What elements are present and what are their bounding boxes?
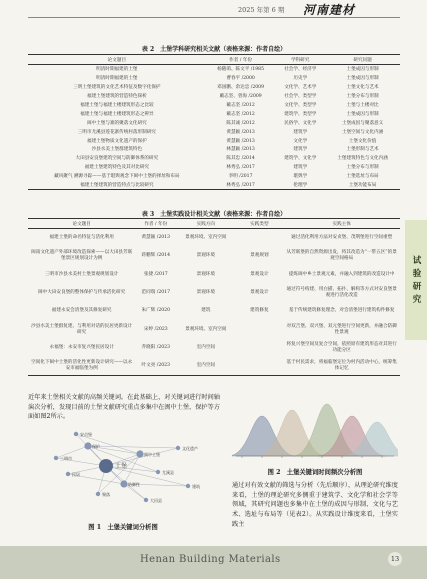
table2-cell: 室内空间 [196, 363, 215, 369]
table2-cell: 景观环境、室内空间 [185, 326, 227, 332]
table1-cell: 福建土堡建筑的营造特点与比较研究 [80, 183, 154, 189]
table1-cell: 大田县安良堡建筑空间与防御体系的研究 [75, 156, 159, 162]
table1-cell: 陈其忠 /2014 [226, 156, 255, 162]
table1-cell: 福建土堡建筑特色及其对比研究 [84, 165, 150, 171]
table1-row [28, 109, 400, 118]
network-node-label: 闽中土堡 [144, 452, 160, 457]
table1-cell: 福建土堡与福建土楼建筑形态之辨异 [80, 111, 154, 117]
table2-cell: 建筑修复 [250, 308, 269, 314]
table2-cell: 朱广辉 /2020 [141, 308, 171, 314]
table1-cell: 文化学、类型学 [284, 103, 317, 108]
keyword-timeline-figure [232, 394, 398, 466]
keyword-network-figure [28, 414, 218, 526]
table1-cell: 邓国鹏、余达忠 /2009 [217, 85, 265, 91]
table1-cell: 林秀弘 /2017 [226, 183, 255, 189]
table1-cell: 土堡形制与艺术 [346, 147, 379, 153]
table2-cell: 从芳联堡的自然资源出发，将其改造为“一带五区”的景观空间格局 [286, 250, 397, 262]
table2-cell: 景观环境 [196, 290, 215, 296]
table1-row [28, 118, 400, 127]
table1-row [28, 154, 400, 163]
table1-cell: 建筑学、文化学 [284, 156, 317, 162]
network-node [156, 470, 160, 474]
page-header [0, 0, 427, 24]
network-node-label: 土堡 [115, 463, 128, 470]
table2-caption: 表 3 土堡实践设计相关文献（表格来源：作者自绘） [141, 211, 287, 218]
table2-header-cell: 作者 / 年份 [135, 219, 176, 229]
table2-cell: 范同瑞 /2017 [141, 290, 171, 296]
table1-cell: 土堡分布与形制 [346, 94, 379, 100]
network-node-label: 大田县 [150, 498, 162, 503]
table2-cell: 黄慧颖 /2013 [141, 235, 171, 241]
network-node [99, 459, 113, 473]
table2-cell: 叶文亮 /2023 [141, 363, 171, 369]
table1 [28, 54, 400, 190]
table2-row [28, 357, 400, 376]
table1-cell: 建筑学 [293, 129, 308, 135]
table2-header-cell: 实践类型 [235, 219, 283, 229]
table2-header-cell: 实践方向 [176, 219, 235, 229]
table2-row [28, 339, 400, 357]
table2-cell: 景观规划 [250, 253, 269, 259]
table2-cell: 闽中大田安良堡的整体保护与传承活化研究 [38, 290, 126, 296]
table1-row [28, 92, 400, 101]
network-node-label: 保护 [92, 444, 100, 449]
network-node-label: 民居 [72, 472, 80, 477]
network-node-label: 建筑 [192, 484, 200, 489]
network-node [176, 446, 180, 450]
table1-header-cell: 论文题目 [28, 55, 206, 65]
page-number: 13 [388, 552, 402, 566]
network-node [120, 480, 127, 487]
table1-cell: 土堡分布与形制 [346, 165, 379, 171]
table2-cell: 提炼闽中乡土景观元素，并融入到建筑的改造设计中 [288, 271, 395, 277]
table1-cell: 黄慧颖 /2013 [226, 129, 255, 135]
table1-cell: 三明土堡建筑的文化艺术特征及数字化保护 [73, 85, 161, 91]
network-node [186, 484, 190, 488]
network-node-label: 聚落 [102, 492, 110, 497]
table2-cell: 蒋鹏辉 /2014 [141, 253, 171, 259]
table1-cell: 历史学 [293, 76, 308, 82]
table1-cell: 曹春平 /2000 [226, 76, 255, 82]
network-node-label: 安贞堡 [80, 432, 92, 437]
table1-cell: 建筑学 [293, 165, 308, 171]
table1-cell: 土堡选址与布局 [346, 174, 379, 180]
table1-cell: 堪舆学 [293, 174, 308, 180]
table2-row [28, 266, 400, 284]
table2-cell: 景观环境 [196, 271, 215, 277]
table2-cell: 景观设计 [250, 271, 269, 277]
table2-cell: 基于村民需求，将福临堡定位为村内活动中心，统筹集体记忆 [286, 360, 397, 372]
table1-cell: 明清时期福建的土堡 [96, 76, 138, 82]
network-node [66, 472, 70, 476]
table2-row [28, 247, 400, 265]
table2-header-cell: 实践主体 [283, 219, 400, 229]
table1-row [28, 136, 400, 145]
table1-row [28, 145, 400, 154]
footer-journal-name: Henan Building Materials [140, 554, 281, 565]
table1-cell: 社会学、类型学 [284, 94, 317, 100]
table2-cell: 张捷 /2017 [143, 271, 168, 277]
table1-row [28, 65, 400, 74]
table1-cell: 社会学、经济学 [284, 67, 317, 73]
table2-cell: 景观设计 [250, 290, 269, 296]
table1-cell: 土堡文化与艺术 [346, 85, 379, 91]
table1-cell: 文化学 [293, 138, 308, 144]
table2-cell: 对双吉堡、双兴堡、双元堡进行空间更新，并融合防御性景观 [286, 323, 397, 335]
table2-cell: 空间化下闽中土堡的活化性更新设计研究——以永安市福临堡为例 [31, 360, 133, 372]
table2-header-cell: 论文题目 [28, 219, 135, 229]
table2-cell: 建筑 [201, 308, 211, 314]
table2-cell: 通过活化利用方法对安贞堡、茂荆堡进行空间重塑 [291, 235, 393, 241]
figure1-caption: 图 1 土堡关键词分析图 [88, 524, 158, 531]
table1-row [28, 163, 400, 172]
table2-cell: 乔晓阳 /2023 [141, 344, 171, 350]
table2-cell: 福建永安会清堡及其修复研究 [51, 308, 112, 314]
table1-cell: 杨随萌、陈文平 /1985 [217, 67, 265, 73]
network-edge [88, 446, 178, 448]
table2-row [28, 284, 400, 302]
table1-cell: 土堡成因与聚落意义 [341, 120, 384, 126]
table2-cell [235, 229, 283, 248]
table1-cell: 藏风聚气 溯源寻踪——基于堪舆观念下闽中土堡的择址和布局 [54, 174, 180, 180]
table2-cell: 三明市沙县水美村土堡景观规划设计 [44, 271, 119, 277]
body-paragraph-right: 通过对有效文献的筛选与分析（先后顺序），从理论研究维度来看，土堡的理论研究多侧重于建筑学、文化学和社会学等领域，其研究问题也多集中在土堡的成因与形制、文化与艺术、选址与布局等（见表2）。从实践设计维度来看，土堡实践主 [232, 482, 398, 528]
table2-row [28, 320, 400, 338]
table1-row [28, 181, 400, 190]
network-node-label: 尤溪县 [162, 470, 174, 475]
table1-cell: 福建土堡建筑的营造特色探析 [86, 94, 147, 100]
table1-cell: 陈其诚 /2012 [226, 120, 255, 126]
table1-cell: 土堡文化价值 [348, 138, 377, 144]
page-footer [0, 546, 427, 579]
table1-cell: 明清时期福建的土堡 [96, 67, 138, 73]
table1-row [28, 83, 400, 92]
network-node [54, 456, 58, 460]
table1-cell: 建筑学 [293, 147, 308, 153]
table2-cell: 将复兴堡空间及复合空间，依照原有建筑形态对其进行功能分区 [286, 341, 397, 353]
table1-row [28, 127, 400, 136]
table2 [28, 218, 400, 376]
figure2-caption: 图 2 土堡关键词时间频次分析图 [267, 469, 363, 476]
table2-cell: 基于传统建筑修复理念，对会清堡进行建筑构件修复 [288, 308, 395, 314]
table1-cell: 沙县水美土堡群建筑特色 [91, 147, 143, 153]
header-rule [28, 17, 400, 18]
table2-cell [235, 320, 283, 338]
table1-header-cell: 研究问题 [325, 55, 400, 65]
table1-cell: 土堡成因与形制 [346, 76, 379, 82]
network-node [84, 442, 91, 449]
table1-cell: 土堡与土楼对比 [346, 103, 379, 108]
table2-cell: 宋婷 /2023 [143, 326, 168, 332]
table2-cell [235, 339, 283, 357]
table1-cell: 林秀弘 /2017 [226, 165, 255, 171]
table1-cell: 福建土堡与福建土楼建筑形态之比较 [80, 103, 154, 108]
table2-cell: 景观环境、室内空间 [185, 235, 227, 241]
table1-cell: 李明 /2017 [228, 174, 253, 180]
table1-row [28, 172, 400, 181]
table1-cell: 戴志坚、曾海 /2009 [219, 94, 262, 100]
network-node-label: 三明市 [60, 456, 72, 461]
body-paragraph-left: 近年来土堡相关文献的高频关键词。在此基础上，对关键词进行时间轴演次分析，发现目前的土堡文献研究重点多集中在闽中土堡、保护等方面如图2所示。 [28, 394, 220, 421]
table1-row [28, 74, 400, 83]
table1-cell: 伦理学 [293, 183, 308, 189]
network-node-label: 文化遗产 [182, 446, 198, 451]
table1-cell: 土堡成因与形制 [346, 67, 379, 73]
journal-title: 河南建材 [303, 3, 356, 17]
table1-cell: 建筑学、类型学 [284, 111, 317, 117]
table1-caption: 表 2 土堡学科研究相关文献（表格来源：作者自绘） [141, 46, 287, 53]
table1-cell: 林慧颖 /2013 [226, 147, 255, 153]
table2-cell: 福建土堡的命名特征与活化利用 [49, 235, 114, 241]
table2-cell: 闽南文化遗产外部环境改造探索——以大田县芳联堡景区规划设计为例 [31, 250, 133, 262]
table2-cell [235, 357, 283, 376]
table1-cell: 文化学、艺术学 [284, 85, 317, 91]
table1-row [28, 101, 400, 110]
network-node-label: 防御性 [128, 482, 140, 487]
table1-cell: 土堡成因与形制 [346, 111, 379, 117]
table1-cell: 闽中土堡与寨的聚落文化研究 [86, 120, 147, 126]
table1-cell: 黄慧颖 /2013 [226, 138, 255, 144]
network-node [74, 432, 78, 436]
table1-cell: 福建土堡物质文化遗产的保护 [86, 138, 147, 144]
table1-cell: 三明市尤溪县莲花寨传统村落形制研究 [77, 129, 156, 135]
issue-label: 2025 年第 6 期 [238, 6, 285, 14]
side-label: 试验研究 [412, 256, 422, 305]
table1-cell: 土堡建筑特色与文化内涵 [337, 156, 388, 162]
table2-row [28, 229, 400, 248]
table1-cell: 土堡空间与文化内涵 [341, 129, 384, 135]
network-node [136, 450, 143, 457]
table1-cell: 民俗学、文化学 [284, 120, 317, 126]
table2-cell: 室内空间 [196, 344, 215, 350]
table1-cell: 戴志坚 /2012 [226, 111, 255, 117]
table2-cell: 通过符号构建、用白描、拓扑、解构等方式对安良堡景观进行活化改造 [286, 287, 397, 299]
table2-row [28, 302, 400, 320]
table1-header-cell: 作者 / 年份 [206, 55, 276, 65]
table1-cell: 土堡功能布局 [348, 183, 377, 189]
table1-cell: 戴志坚 /2012 [226, 103, 255, 108]
network-node [96, 492, 100, 496]
table1-header-cell: 学科研究 [275, 55, 325, 65]
table2-cell: 永福堡：永安市复兴堡民居设计 [49, 344, 114, 350]
network-node [144, 498, 148, 502]
table2-cell: 沙县水美土堡群复建、与利用对话的民居更新设计研究 [31, 323, 133, 335]
table2-cell: 景观环境 [196, 253, 215, 259]
